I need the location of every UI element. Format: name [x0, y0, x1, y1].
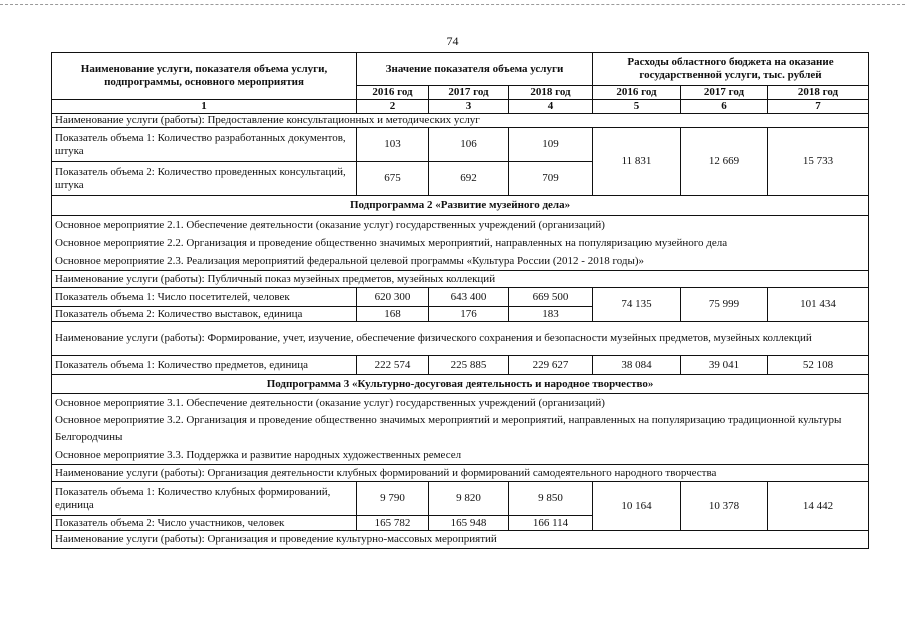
- expense-value: 39 041: [681, 356, 768, 375]
- column-number: 2: [357, 100, 429, 114]
- indicator-value: 9 820: [429, 482, 509, 516]
- activity-item: Основное мероприятие 3.1. Обеспечение деятельности (оказание услуг) государственных учреждений (организаций): [55, 397, 605, 409]
- expense-value: 14 442: [768, 482, 869, 531]
- activity-item: Основное мероприятие 2.2. Организация и проведение общественно значимых мероприятий, направленных на популяризацию музейного дела: [55, 237, 728, 249]
- indicator-value: 168: [357, 307, 429, 322]
- service-name-row: Наименование услуги (работы): Организация деятельности клубных формирований и формирований самодеятельного народного творчества: [52, 465, 869, 482]
- expense-value: 75 999: [681, 288, 768, 322]
- expense-value: 12 669: [681, 128, 768, 196]
- indicator-value: 225 885: [429, 356, 509, 375]
- indicator-value: 183: [509, 307, 593, 322]
- header-expense-group: Расходы областного бюджета на оказание государственной услуги, тыс. рублей: [593, 53, 869, 86]
- service-name-row: Наименование услуги (работы): Формирование, учет, изучение, обеспечение физического сохранения и безопасности музейных предметов, музейных коллекций: [52, 322, 869, 356]
- header-value-group: Значение показателя объема услуги: [357, 53, 593, 86]
- header-name-column: Наименование услуги, показателя объема услуги, подпрограммы, основного мероприятия: [52, 53, 357, 100]
- indicator-value: 106: [429, 128, 509, 162]
- indicator-value: 222 574: [357, 356, 429, 375]
- expense-value: 38 084: [593, 356, 681, 375]
- column-number: 7: [768, 100, 869, 114]
- indicator-label: Показатель объема 1: Количество разработанных документов, штука: [52, 128, 357, 162]
- indicator-value: 692: [429, 162, 509, 196]
- indicator-label: Показатель объема 2: Количество проведенных консультаций, штука: [52, 162, 357, 196]
- indicator-label: Показатель объема 2: Число участников, человек: [52, 516, 357, 531]
- header-row: [52, 53, 869, 86]
- services-table: [51, 52, 869, 549]
- subprogram-title: Подпрограмма 2 «Развитие музейного дела»: [52, 196, 869, 216]
- indicator-value: 9 850: [509, 482, 593, 516]
- table-row: [52, 482, 869, 516]
- indicator-value: 103: [357, 128, 429, 162]
- indicator-value: 229 627: [509, 356, 593, 375]
- header-year: 2017 год: [429, 86, 509, 100]
- activity-item: Основное мероприятие 3.3. Поддержка и развитие народных художественных ремесел: [55, 449, 462, 461]
- indicator-label: Показатель объема 1: Число посетителей, человек: [52, 288, 357, 307]
- table-row: [52, 356, 869, 375]
- service-name-row: Наименование услуги (работы): Организация и проведение культурно-массовых мероприятий: [52, 531, 869, 549]
- indicator-value: 9 790: [357, 482, 429, 516]
- indicator-label: Показатель объема 1: Количество предметов, единица: [52, 356, 357, 375]
- table-row: [52, 288, 869, 307]
- header-year: 2016 год: [357, 86, 429, 100]
- indicator-value: 176: [429, 307, 509, 322]
- column-number: 6: [681, 100, 768, 114]
- header-year: 2016 год: [593, 86, 681, 100]
- header-year: 2017 год: [681, 86, 768, 100]
- indicator-label: Показатель объема 2: Количество выставок, единица: [52, 307, 357, 322]
- indicator-value: 166 114: [509, 516, 593, 531]
- indicator-value: 709: [509, 162, 593, 196]
- table-row: [52, 128, 869, 162]
- column-numbers-row: [52, 100, 869, 114]
- indicator-label: Показатель объема 1: Количество клубных формирований, единица: [52, 482, 357, 516]
- indicator-value: 620 300: [357, 288, 429, 307]
- column-number: 3: [429, 100, 509, 114]
- column-number: 4: [509, 100, 593, 114]
- activity-item: Основное мероприятие 2.3. Реализация мероприятий федеральной целевой программы «Культура России (2012 - 2018 годы)»: [55, 255, 645, 267]
- subprogram-title: Подпрограмма 3 «Культурно-досуговая деятельность и народное творчество»: [52, 375, 869, 394]
- indicator-value: 669 500: [509, 288, 593, 307]
- expense-value: 11 831: [593, 128, 681, 196]
- service-name-row: Наименование услуги (работы): Публичный показ музейных предметов, музейных коллекций: [52, 271, 869, 288]
- expense-value: 10 164: [593, 482, 681, 531]
- expense-value: 10 378: [681, 482, 768, 531]
- activity-item: Основное мероприятие 3.2. Организация и проведение общественно значимых мероприятий и мероприятий, направленных на популяризацию традиционной культуры Белгородчины: [55, 414, 842, 443]
- activities-cell: [52, 394, 869, 465]
- column-number: 5: [593, 100, 681, 114]
- header-year: 2018 год: [768, 86, 869, 100]
- activities-cell: [52, 216, 869, 271]
- indicator-value: 109: [509, 128, 593, 162]
- header-year: 2018 год: [509, 86, 593, 100]
- indicator-value: 165 782: [357, 516, 429, 531]
- column-number: 1: [52, 100, 357, 114]
- indicator-value: 165 948: [429, 516, 509, 531]
- service-name-row: Наименование услуги (работы): Предоставление консультационных и методических услуг: [52, 114, 869, 128]
- activity-item: Основное мероприятие 2.1. Обеспечение деятельности (оказание услуг) государственных учреждений (организаций): [55, 219, 605, 231]
- indicator-value: 643 400: [429, 288, 509, 307]
- page-number: 74: [446, 34, 459, 48]
- expense-value: 15 733: [768, 128, 869, 196]
- expense-value: 101 434: [768, 288, 869, 322]
- expense-value: 74 135: [593, 288, 681, 322]
- expense-value: 52 108: [768, 356, 869, 375]
- indicator-value: 675: [357, 162, 429, 196]
- scan-top-edge: [0, 4, 905, 5]
